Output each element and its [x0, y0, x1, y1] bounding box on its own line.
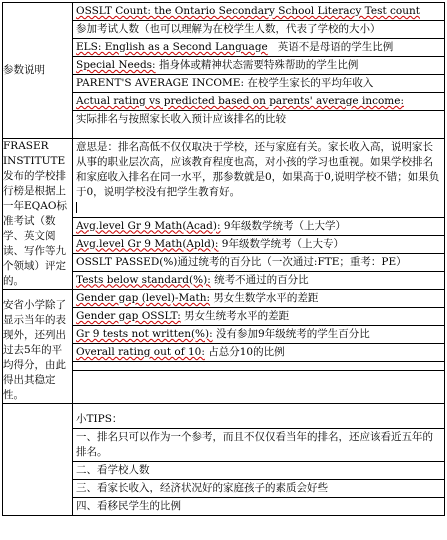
- left-cell-fraser: [3, 139, 73, 290]
- actual-rating-en: Actual rating vs predicted based on parents' average income:: [73, 93, 444, 111]
- section-label-fraser: FRASER INSTITUTE发布的学校排行榜是根据上一年EQAO标准考试（数学、英文阅读、写作等九个领域）评定的。: [3, 140, 67, 287]
- exam-definitions-cell: [73, 217, 445, 289]
- gr9-not-written-line: Gr 9 tests not written(%): 没有参加9年级统考的学生百分比: [73, 326, 444, 344]
- table-row: [3, 404, 445, 516]
- overall-rating-line: Overall rating out of 10: 占总分10的比例: [73, 344, 444, 362]
- tip-1: 一、排名只可以作为一个参考，而且不仅仅看当年的排名，还应该看近五年的排名。: [73, 429, 444, 462]
- tip-2: 二、看学校人数: [73, 462, 444, 480]
- tips-title: 小TIPS：: [73, 404, 444, 429]
- meaning-paragraph: 意思是：排名高低不仅仅取决于学校，还与家庭有关。家长收入高，说明家长从事的职业层次高，应该教育程度也高，对小孩的学习也重视。如果学校排名和家庭收入排名在同一水平，那参数就是0，如果高于0,说明学校不错；如果负于0，说明学校没有把学生教育好。: [73, 139, 444, 216]
- spacer-row: [73, 362, 444, 371]
- osslt-en: OSSLT Count: the Ontario Secondary School Literacy Test count: [73, 3, 444, 21]
- apld-line: Avg.level Gr 9 Math(Apld): 9年级数学统考（上大专）: [73, 236, 444, 254]
- tip-3: 三、看家长收入，经济状况好的家庭孩子的素质会好些: [73, 480, 444, 498]
- left-cell-empty: [3, 404, 73, 516]
- gender-gap-osslt-line: Gender gap OSSLT: 男女生统考水平的差距: [73, 308, 444, 326]
- parameter-table: [2, 2, 445, 516]
- meaning-cell: [73, 139, 445, 218]
- special-needs-line: Special Needs: 指身体或精神状态需要特殊帮助的学生比例: [73, 57, 444, 75]
- osslt-cn: 参加考试人数（也可以理解为在校学生人数，代表了学校的大小）: [73, 21, 444, 39]
- below-standard-line: Tests below standard(%): 统考不通过的百分比: [76, 273, 309, 286]
- section-label-params: 参数说明: [3, 64, 45, 76]
- table-row: [3, 290, 445, 404]
- tips-cell: [73, 404, 445, 516]
- table-row: [3, 139, 445, 218]
- left-cell-elementary: [3, 290, 73, 404]
- passed-line: OSSLT PASSED(%)通过统考的百分比（一次通过:FTE；重考：PE）: [73, 254, 444, 272]
- left-cell-params: [3, 3, 73, 139]
- gender-gap-cell: [73, 290, 445, 404]
- parent-income-line: PARENT'S AVERAGE INCOME: 在校学生家长的平均年收入: [73, 75, 444, 93]
- tip-4: 四、看移民学生的比例: [76, 500, 181, 512]
- acad-line: Avg.level Gr 9 Math(Acad): 9年级数学统考（上大学）: [73, 218, 444, 236]
- gender-gap-math-line: Gender gap (level)-Math: 男女生数学水平的差距: [73, 290, 444, 308]
- param-definitions-cell: [73, 3, 445, 139]
- text-cursor: [76, 202, 77, 213]
- els-line: ELS: English as a Second Language 英语不是母语的学生比例: [73, 39, 444, 57]
- section-label-elementary: 安省小学除了显示当年的表现外，还列出过去5年的平均得分，由此得出其稳定性。: [3, 299, 66, 401]
- actual-rating-cn: 实际排名与按照家长收入预计应该排名的比较: [76, 113, 286, 125]
- table-row: [3, 3, 445, 139]
